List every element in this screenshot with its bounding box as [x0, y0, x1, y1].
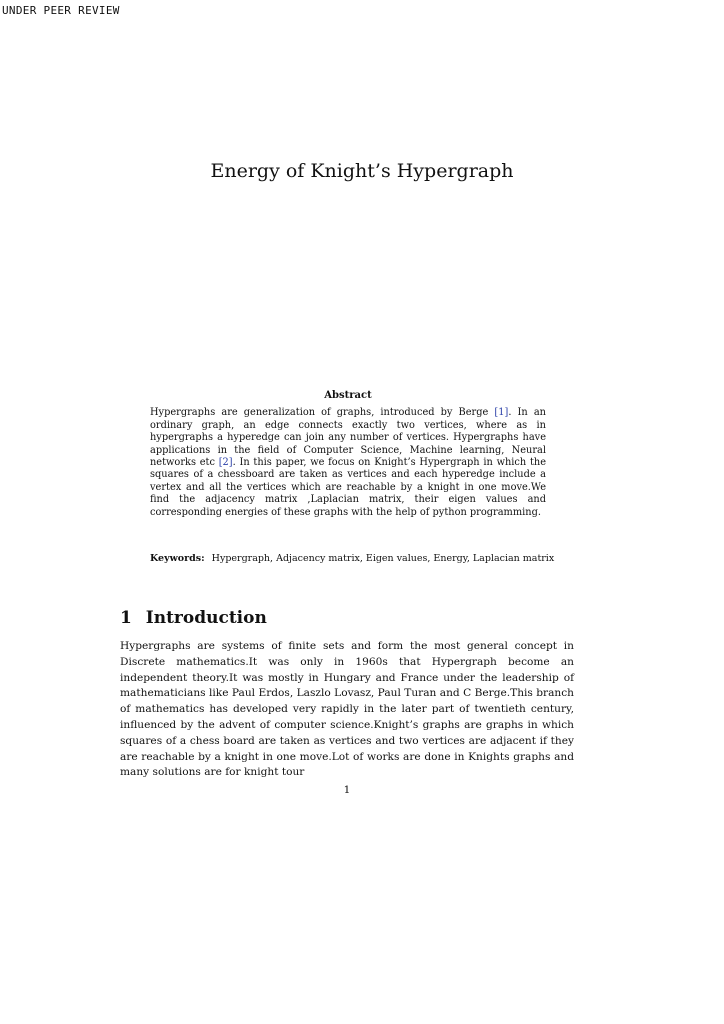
- keywords-text: Hypergraph, Adjacency matrix, Eigen values, Energy, Laplacian matrix: [211, 553, 555, 564]
- keywords-line: [150, 553, 570, 565]
- citation-link-1[interactable]: [1]: [494, 407, 509, 419]
- abstract-heading: Abstract: [324, 390, 372, 401]
- paper-title: Energy of Knight’s Hypergraph: [210, 160, 514, 182]
- abstract-text-part-3: . In this paper, we focus on Knight’s Hypergraph in which the squares of a chessboard are taken as vertices and each hyperedge include a vertex and all the vertices which are reachable by a knight in one move.We find the adjacency matrix ,Laplacian matrix, their eigen values and corresponding energies of these graphs with the help of python programming.: [150, 457, 546, 518]
- abstract-text-part-1: Hypergraphs are generalization of graphs, introduced by Berge: [150, 407, 495, 419]
- abstract-text: [150, 407, 546, 519]
- section-number: 1: [120, 608, 132, 628]
- page-number: 1: [343, 784, 351, 796]
- abstract-block: [150, 390, 546, 519]
- watermark-under-peer-review: UNDER PEER REVIEW: [2, 4, 120, 17]
- introduction-paragraph: Hypergraphs are systems of finite sets and form the most general concept in Discrete mathematics.It was only in 1960s that Hypergraph become an independent theory.It was mostly in Hungary and France under the leadership of mathematicians like Paul Erdos, Laszlo Lovasz, Paul Turan and C Berge.This branch of mathematics has developed very rapidly in the later part of twentieth century, influenced by the advent of computer science.Knight’s graphs are graphs in which squares of a chess board are taken as vertices and two vertices are adjacent if they are reachable by a knight in one move.Lot of works are done in Knights graphs and many solutions are for knight tour: [120, 640, 574, 779]
- section-heading-introduction: [120, 608, 267, 628]
- citation-link-2[interactable]: [2]: [218, 457, 233, 469]
- section-title: Introduction: [145, 608, 267, 628]
- abstract-text-part-2: . In an ordinary graph, an edge connects exactly two vertices, where as in hypergraphs a hyperedge can join any number of vertices. Hypergraphs have applications in the field of Computer Science, Machine learning, Neural networks etc: [150, 407, 546, 469]
- keywords-label: Keywords:: [150, 553, 205, 564]
